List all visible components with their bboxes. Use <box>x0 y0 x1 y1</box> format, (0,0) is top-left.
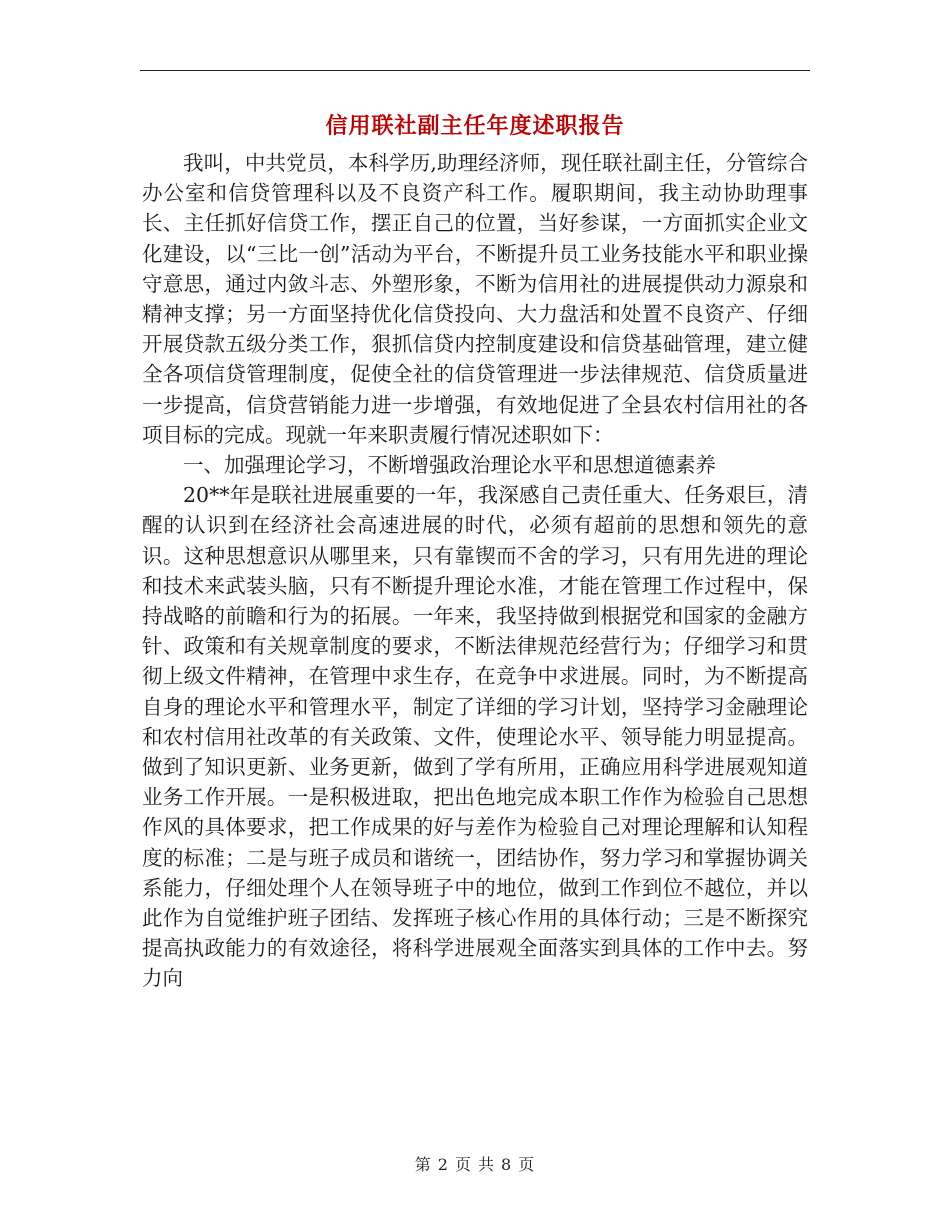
paragraph-section-1: 20**年是联社进展重要的一年，我深感自己责任重大、任务艰巨，清醒的认识到在经济社会高速进展的时代，必须有超前的思想和领先的意识。这种思想意识从哪里来，只有靠锲而不舍的学习，只有用先进的理论和技术来武装头脑，只有不断提升理论水准，才能在管理工作过程中，保持战略的前瞻和行为的拓展。一年来，我坚持做到根据党和国家的金融方针、政策和有关规章制度的要求，不断法律规范经营行为；仔细学习和贯彻上级文件精神，在管理中求生存，在竞争中求进展。同时，为不断提高自身的理论水平和管理水平，制定了详细的学习计划，坚持学习金融理论和农村信用社改革的有关政策、文件，使理论水平、领导能力明显提高。做到了知识更新、业务更新，做到了学有所用，正确应用科学进展观知道业务工作开展。一是积极进取，把出色地完成本职工作作为检验自己思想作风的具体要求，把工作成果的好与差作为检验自己对理论理解和认知程度的标准；二是与班子成员和谐统一，团结协作，努力学习和掌握协调关系能力，仔细处理个人在领导班子中的地位，做到工作到位不越位，并以此作为自觉维护班子团结、发挥班子核心作用的具体行动；三是不断探究提高执政能力的有效途径，将科学进展观全面落实到具体的工作中去。努力向 <box>142 483 808 991</box>
paragraph-intro: 我叫，中共党员，本科学历,助理经济师，现任联社副主任，分管综合办公室和信贷管理科以及不良资产科工作。履职期间，我主动协助理事长、主任抓好信贷工作，摆正自己的位置，当好参谋，一方面抓实企业文化建设，以“三比一创”活动为平台，不断提升员工业务技能水平和职业操守意思，通过内敛斗志、外塑形象，不断为信用社的进展提供动力源泉和精神支撑；另一方面坚持优化信贷投向、大力盘活和处置不良资产、仔细开展贷款五级分类工作，狠抓信贷内控制度建设和信贷基础管理，建立健全各项信贷管理制度，促使全社的信贷管理进一步法律规范、信贷质量进一步提高，信贷营销能力进一步增强，有效地促进了全县农村信用社的各项目标的完成。现就一年来职责履行情况述职如下： <box>142 151 808 447</box>
footer-page-number: 2 <box>437 1155 449 1174</box>
header-rule <box>140 70 810 71</box>
page-footer <box>0 1152 950 1175</box>
footer-prefix: 第 <box>414 1155 432 1174</box>
footer-total-pages: 8 <box>501 1155 513 1174</box>
footer-middle: 页 共 <box>454 1155 496 1174</box>
document-title: 信用联社副主任年度述职报告 <box>325 113 625 139</box>
document-body <box>142 148 808 994</box>
footer-suffix: 页 <box>518 1155 536 1174</box>
section-heading-1: 一、加强理论学习，不断增强政治理论水平和思想道德素养 <box>183 453 716 478</box>
